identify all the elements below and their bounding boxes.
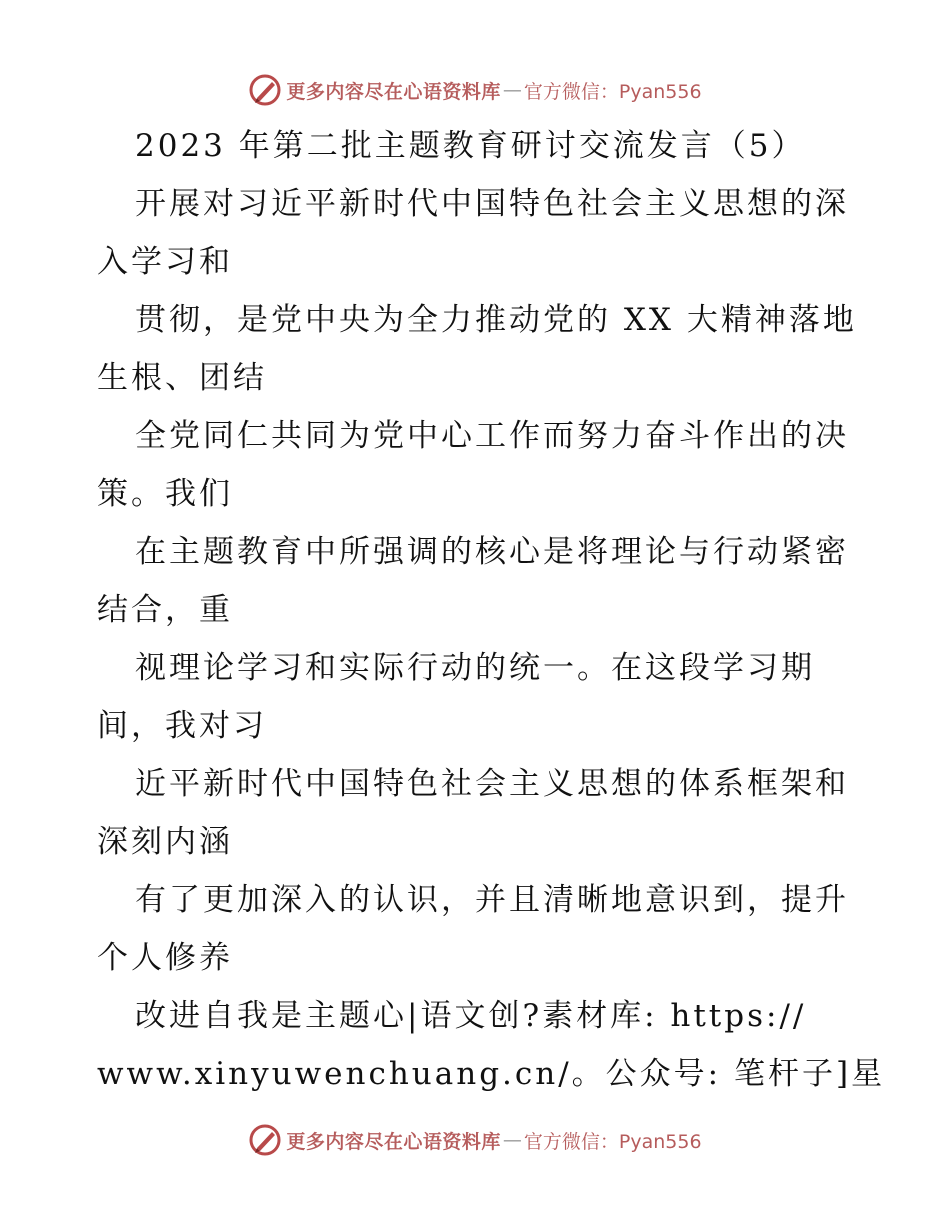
text-line: 近平新时代中国特色社会主义思想的体系框架和: [135, 766, 849, 802]
footer-watermark: [0, 1120, 950, 1160]
text-line: 入学习和: [97, 244, 233, 280]
watermark-site-name: 更多内容尽在心语资料库: [286, 1130, 501, 1153]
text-line: 深刻内涵: [97, 824, 233, 860]
text-line: 间，我对习: [97, 708, 267, 744]
watermark-separator: —: [502, 1129, 522, 1151]
text-line: 有了更加深入的认识，并且清晰地意识到，提升: [135, 882, 849, 918]
text-line: www.xinyuwenchuang.cn/。公众号: 笔杆子]星: [97, 1056, 886, 1092]
pen-logo-icon: [248, 73, 282, 107]
text-line: 贯彻，是党中央为全力推动党的 XX 大精神落地: [135, 302, 857, 338]
header-watermark: [0, 70, 950, 110]
watermark-contact: 官方微信：Pyan556: [523, 80, 702, 103]
document-body: [97, 117, 886, 1103]
text-line: 策。我们: [97, 476, 233, 512]
text-line: 结合，重: [97, 592, 233, 628]
text-line: 在主题教育中所强调的核心是将理论与行动紧密: [135, 534, 849, 570]
watermark-separator: —: [502, 79, 522, 101]
watermark-contact: 官方微信：Pyan556: [523, 1130, 702, 1153]
text-line: 视理论学习和实际行动的统一。在这段学习期: [135, 650, 815, 686]
text-line: 开展对习近平新时代中国特色社会主义思想的深: [135, 186, 849, 222]
text-line: 生根、团结: [97, 360, 267, 396]
watermark-site-name: 更多内容尽在心语资料库: [286, 80, 501, 103]
document-title: 2023 年第二批主题教育研讨交流发言（5）: [135, 128, 806, 164]
text-line: 个人修养: [97, 940, 233, 976]
text-line: 改进自我是主题心|语文创?素材库: https://: [135, 998, 807, 1034]
pen-logo-icon: [248, 1123, 282, 1157]
text-line: 全党同仁共同为党中心工作而努力奋斗作出的决: [135, 418, 849, 454]
